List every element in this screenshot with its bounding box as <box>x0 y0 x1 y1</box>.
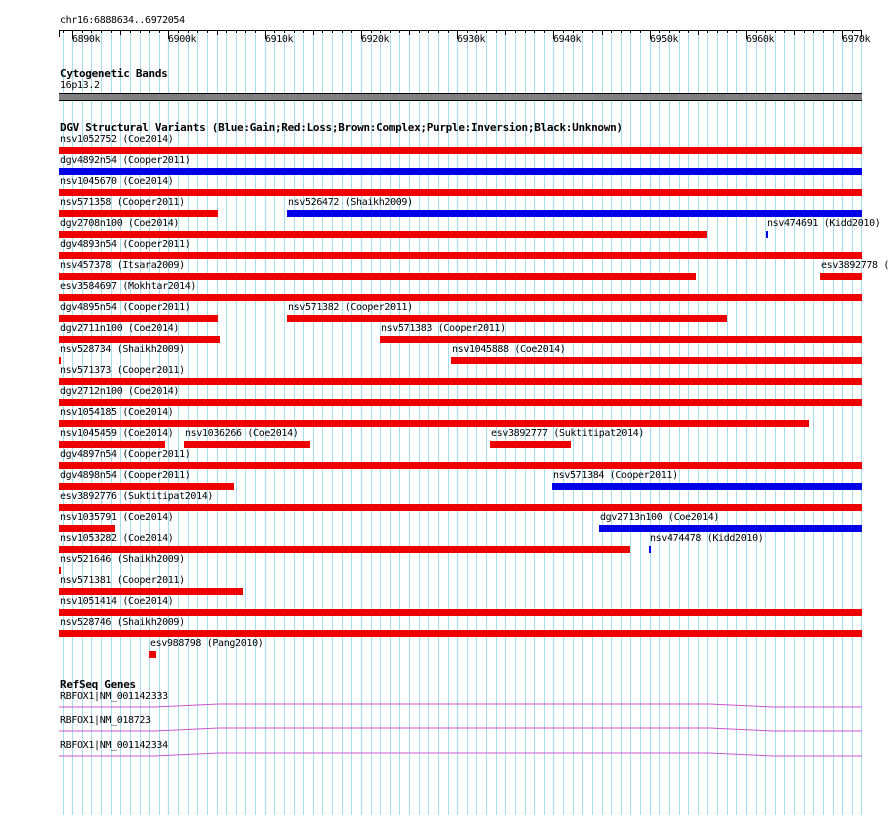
variant-label[interactable]: dgv2708n100 (Coe2014) <box>60 218 180 229</box>
variant-label[interactable]: nsv1045459 (Coe2014) <box>60 428 174 439</box>
ruler-minor-tick <box>236 30 237 33</box>
variant-bar-gain[interactable] <box>59 168 862 175</box>
variant-label[interactable]: nsv1045670 (Coe2014) <box>60 176 174 187</box>
variant-label[interactable]: esv3892778 ( <box>821 260 890 271</box>
variant-label[interactable]: nsv1051414 (Coe2014) <box>60 596 174 607</box>
ruler-minor-tick <box>852 30 853 33</box>
variant-bar-loss[interactable] <box>149 651 156 658</box>
ruler-minor-tick <box>207 30 208 33</box>
variant-bar-loss[interactable] <box>380 336 862 343</box>
ruler-minor-tick <box>399 30 400 33</box>
ruler-minor-tick <box>544 30 545 33</box>
variant-bar-loss[interactable] <box>59 294 862 301</box>
ruler-minor-tick <box>178 30 179 33</box>
variant-label[interactable]: nsv528746 (Shaikh2009) <box>60 617 185 628</box>
variant-label[interactable]: esv3892776 (Suktitipat2014) <box>60 491 214 502</box>
ruler-minor-tick <box>380 30 381 33</box>
ruler-minor-tick <box>486 30 487 33</box>
variant-label[interactable]: nsv474691 (Kidd2010) <box>767 218 881 229</box>
variant-label[interactable]: nsv1054185 (Coe2014) <box>60 407 174 418</box>
variant-bar-loss[interactable] <box>490 441 571 448</box>
ruler-minor-tick <box>63 30 64 33</box>
variant-bar-loss[interactable] <box>59 399 862 406</box>
dgv-track-title[interactable]: DGV Structural Variants (Blue:Gain;Red:Loss;Brown:Complex;Purple:Inversion;Black:Unknown) <box>60 121 623 134</box>
ruler-minor-tick <box>765 30 766 33</box>
ruler-minor-tick <box>91 30 92 33</box>
ruler-minor-tick <box>823 30 824 33</box>
variant-bar-loss[interactable] <box>59 483 234 490</box>
gene-intron-line[interactable] <box>59 751 862 763</box>
variant-label[interactable]: nsv528734 (Shaikh2009) <box>60 344 185 355</box>
ruler-minor-tick <box>419 30 420 33</box>
ruler-location: chr16:6888634..6972054 <box>60 15 185 26</box>
variant-label[interactable]: dgv4897n54 (Cooper2011) <box>60 449 191 460</box>
ruler-minor-tick <box>159 30 160 33</box>
ruler-minor-tick <box>371 30 372 33</box>
ruler-minor-tick <box>496 30 497 33</box>
variant-bar-loss[interactable] <box>59 546 630 553</box>
variant-label[interactable]: nsv571358 (Cooper2011) <box>60 197 185 208</box>
ruler-minor-tick <box>303 30 304 33</box>
variant-label[interactable]: nsv1053282 (Coe2014) <box>60 533 174 544</box>
ruler-tick-label: 6950k <box>650 34 679 45</box>
variant-bar-loss[interactable] <box>59 462 862 469</box>
ruler-line <box>59 30 862 31</box>
variant-bar-loss[interactable] <box>184 441 310 448</box>
cytoband-bar[interactable] <box>59 93 862 101</box>
ruler-minor-tick <box>621 30 622 33</box>
variant-label[interactable]: dgv2711n100 (Coe2014) <box>60 323 180 334</box>
ruler-minor-tick <box>717 30 718 33</box>
variant-label[interactable]: nsv571384 (Cooper2011) <box>553 470 678 481</box>
variant-label[interactable]: nsv1045888 (Coe2014) <box>452 344 566 355</box>
ruler-minor-tick <box>448 30 449 33</box>
variant-bar-loss[interactable] <box>59 630 862 637</box>
ruler-minor-tick <box>140 30 141 33</box>
ruler-minor-tick <box>467 30 468 33</box>
variant-bar-gain[interactable] <box>287 210 862 217</box>
variant-label[interactable]: nsv526472 (Shaikh2009) <box>288 197 413 208</box>
variant-bar-loss[interactable] <box>59 336 220 343</box>
variant-bar-loss[interactable] <box>287 315 727 322</box>
ruler-minor-tick <box>217 30 218 35</box>
ruler-minor-tick <box>698 30 699 35</box>
variant-bar-loss[interactable] <box>59 315 218 322</box>
variant-bar-loss[interactable] <box>820 273 862 280</box>
ruler-minor-tick <box>505 30 506 35</box>
ruler-minor-tick <box>130 30 131 33</box>
ruler-minor-tick <box>188 30 189 33</box>
variant-label[interactable]: nsv571381 (Cooper2011) <box>60 575 185 586</box>
ruler-minor-tick <box>727 30 728 33</box>
ruler-tick-label: 6890k <box>72 34 101 45</box>
variant-bar-loss[interactable] <box>59 273 696 280</box>
ruler-minor-tick <box>833 30 834 33</box>
ruler-minor-tick <box>313 30 314 35</box>
variant-bar-loss[interactable] <box>59 147 862 154</box>
variant-label[interactable]: esv988798 (Pang2010) <box>150 638 264 649</box>
ruler-tick-label: 6930k <box>457 34 486 45</box>
ruler-minor-tick <box>582 30 583 33</box>
ruler-minor-tick <box>332 30 333 33</box>
variant-bar-loss[interactable] <box>59 189 862 196</box>
refseq-track-title[interactable]: RefSeq Genes <box>60 678 136 691</box>
ruler-tick-label: 6920k <box>361 34 390 45</box>
variant-bar-loss[interactable] <box>59 609 862 616</box>
variant-bar-loss[interactable] <box>59 525 115 532</box>
variant-bar-loss[interactable] <box>59 420 809 427</box>
variant-label[interactable]: nsv1036266 (Coe2014) <box>185 428 299 439</box>
variant-bar-loss[interactable] <box>59 567 61 574</box>
ruler-minor-tick <box>322 30 323 33</box>
ruler-tick-label: 6960k <box>746 34 775 45</box>
variant-label[interactable]: nsv1035791 (Coe2014) <box>60 512 174 523</box>
ruler-minor-tick <box>679 30 680 33</box>
ruler-minor-tick <box>804 30 805 33</box>
ruler-minor-tick <box>794 30 795 35</box>
variant-label[interactable]: nsv521646 (Shaikh2009) <box>60 554 185 565</box>
variant-bar-loss[interactable] <box>451 357 862 364</box>
ruler-minor-tick <box>149 30 150 33</box>
variant-label[interactable]: dgv2713n100 (Coe2014) <box>600 512 720 523</box>
ruler-minor-tick <box>640 30 641 33</box>
variant-label[interactable]: esv3584697 (Mokhtar2014) <box>60 281 197 292</box>
ruler-minor-tick <box>592 30 593 33</box>
variant-label[interactable]: nsv571382 (Cooper2011) <box>288 302 413 313</box>
variant-bar-gain[interactable] <box>552 483 862 490</box>
ruler-minor-tick <box>197 30 198 33</box>
ruler-minor-tick <box>390 30 391 33</box>
ruler-minor-tick <box>563 30 564 33</box>
ruler-minor-tick <box>245 30 246 33</box>
ruler-minor-tick <box>101 30 102 33</box>
ruler-minor-tick <box>602 30 603 35</box>
ruler-minor-tick <box>284 30 285 33</box>
gene-label[interactable]: RBFOX1|NM_018723 <box>60 715 151 726</box>
ruler-minor-tick <box>351 30 352 33</box>
ruler-minor-tick <box>784 30 785 33</box>
variant-label[interactable]: nsv571383 (Cooper2011) <box>381 323 506 334</box>
ruler-minor-tick <box>669 30 670 33</box>
variant-bar-loss[interactable] <box>59 588 243 595</box>
variant-bar-loss[interactable] <box>59 441 165 448</box>
cytoband-label: 16p13.2 <box>60 80 100 91</box>
ruler-minor-tick <box>409 30 410 35</box>
ruler-minor-tick <box>736 30 737 33</box>
variant-bar-gain[interactable] <box>599 525 862 532</box>
variant-bar-loss[interactable] <box>59 357 61 364</box>
ruler-minor-tick <box>342 30 343 33</box>
ruler-minor-tick <box>534 30 535 33</box>
ruler-minor-tick <box>120 30 121 35</box>
variant-label[interactable]: nsv457378 (Itsara2009) <box>60 260 185 271</box>
ruler-minor-tick <box>226 30 227 33</box>
ruler-minor-tick <box>688 30 689 33</box>
variant-label[interactable]: nsv474478 (Kidd2010) <box>650 533 764 544</box>
variant-bar-loss[interactable] <box>59 378 862 385</box>
ruler-minor-tick <box>438 30 439 33</box>
variant-bar-loss[interactable] <box>59 210 218 217</box>
ruler-minor-tick <box>707 30 708 33</box>
ruler-minor-tick <box>515 30 516 33</box>
ruler-minor-tick <box>255 30 256 33</box>
variant-label[interactable]: dgv4898n54 (Cooper2011) <box>60 470 191 481</box>
ruler-minor-tick <box>82 30 83 33</box>
variant-bar-loss[interactable] <box>59 504 862 511</box>
variant-label[interactable]: nsv1052752 (Coe2014) <box>60 134 174 145</box>
gene-label[interactable]: RBFOX1|NM_001142334 <box>60 740 168 751</box>
ruler-minor-tick <box>659 30 660 33</box>
ruler-minor-tick <box>813 30 814 33</box>
ruler-minor-tick <box>861 30 862 33</box>
ruler-minor-tick <box>756 30 757 33</box>
variant-label[interactable]: esv3892777 (Suktitipat2014) <box>491 428 645 439</box>
variant-label[interactable]: dgv2712n100 (Coe2014) <box>60 386 180 397</box>
ruler-left-cap <box>59 30 60 37</box>
variant-bar-gain[interactable] <box>649 546 651 553</box>
ruler-minor-tick <box>573 30 574 33</box>
ruler-minor-tick <box>274 30 275 33</box>
gene-label[interactable]: RBFOX1|NM_001142333 <box>60 691 168 702</box>
ruler-minor-tick <box>630 30 631 33</box>
ruler-tick-label: 6910k <box>265 34 294 45</box>
ruler-minor-tick <box>525 30 526 33</box>
ruler-minor-tick <box>611 30 612 33</box>
gene-intron-line[interactable] <box>59 702 862 714</box>
variant-bar-loss[interactable] <box>59 231 707 238</box>
ruler-tick-label: 6940k <box>553 34 582 45</box>
variant-label[interactable]: dgv4893n54 (Cooper2011) <box>60 239 191 250</box>
ruler-minor-tick <box>111 30 112 33</box>
variant-bar-gain[interactable] <box>766 231 768 238</box>
variant-bar-loss[interactable] <box>59 252 862 259</box>
ruler-minor-tick <box>294 30 295 33</box>
cytoband-track-title[interactable]: Cytogenetic Bands <box>60 67 168 80</box>
ruler-tick-label: 6900k <box>168 34 197 45</box>
variant-label[interactable]: dgv4895n54 (Cooper2011) <box>60 302 191 313</box>
variant-label[interactable]: nsv571373 (Cooper2011) <box>60 365 185 376</box>
gene-intron-line[interactable] <box>59 726 862 738</box>
ruler-tick-label: 6970k <box>842 34 871 45</box>
ruler-minor-tick <box>428 30 429 33</box>
variant-label[interactable]: dgv4892n54 (Cooper2011) <box>60 155 191 166</box>
ruler-minor-tick <box>775 30 776 33</box>
ruler-minor-tick <box>476 30 477 33</box>
